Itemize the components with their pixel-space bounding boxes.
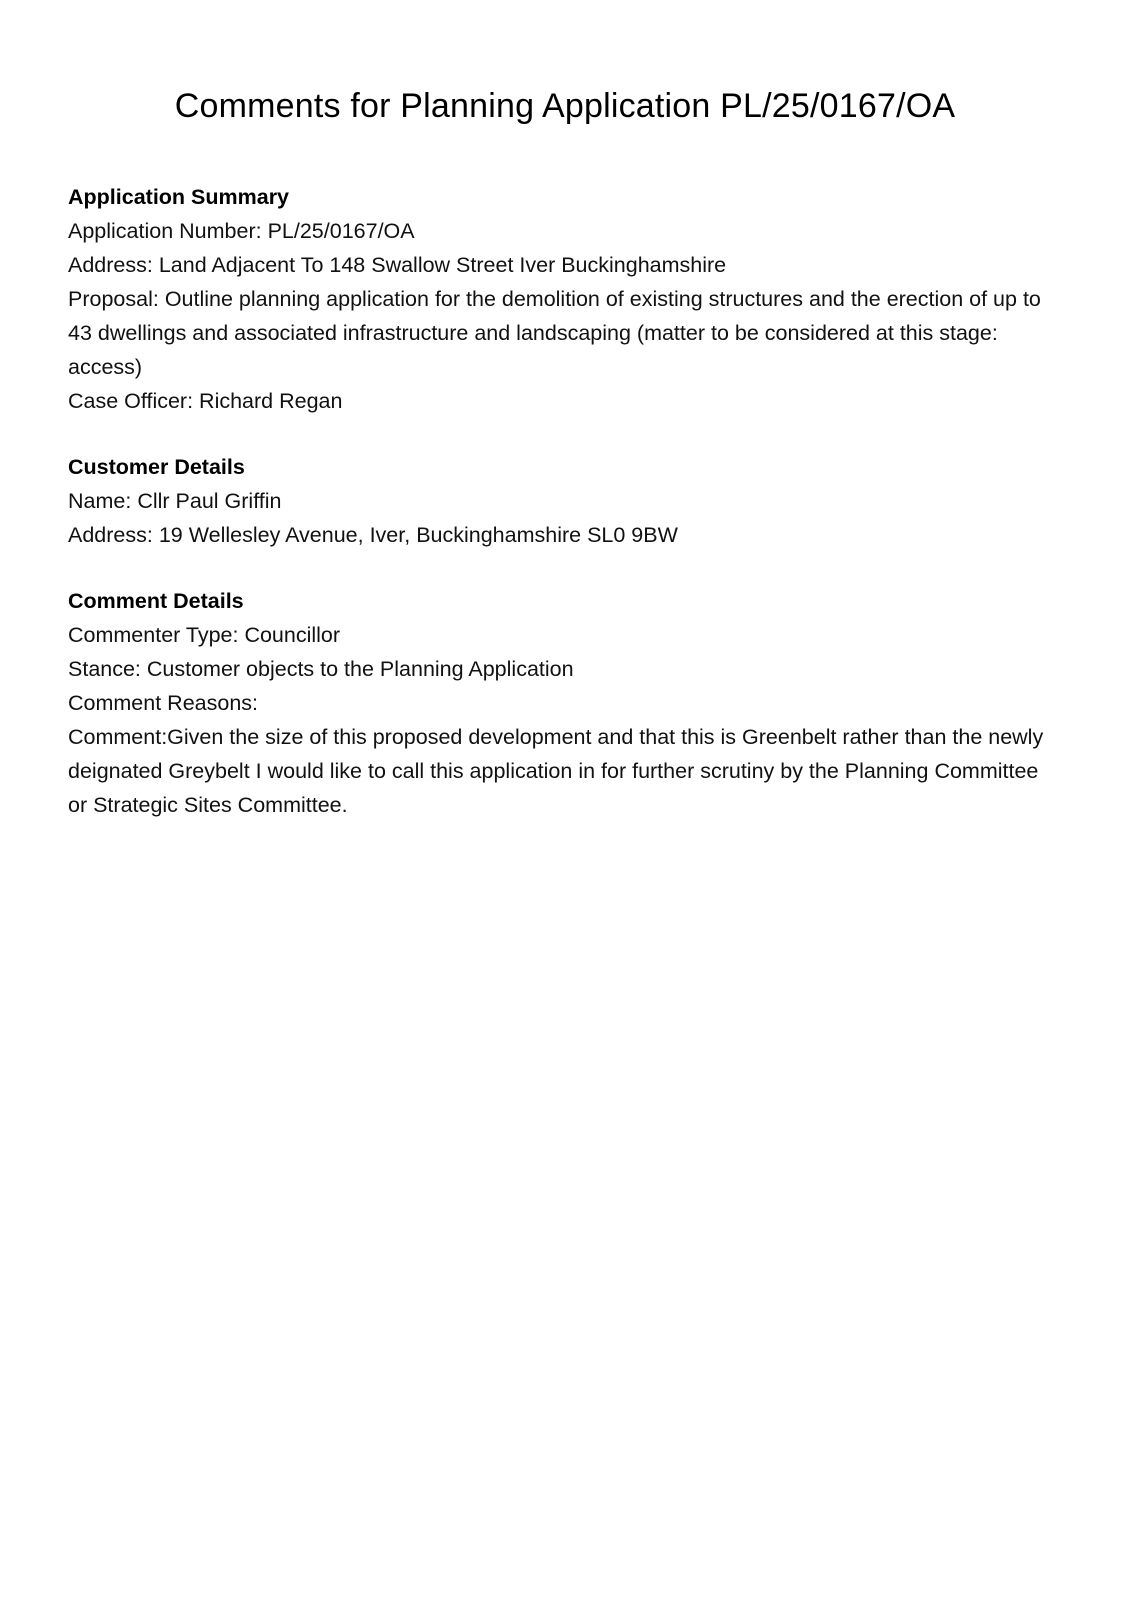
customer-details-heading: Customer Details [68, 455, 245, 479]
site-address-line [68, 248, 1058, 282]
commenter-type-value: Councillor [244, 623, 341, 647]
stance-line [68, 652, 1058, 686]
comment-value: Given the size of this proposed development and that this is Greenbelt rather than the newly deignated Greybelt I would like to call this application in for further scrutiny by the Planning Committee or Strategic Sites Committee. [68, 725, 1044, 817]
comment-reasons-line [68, 686, 1058, 720]
commenter-type-line [68, 618, 1058, 652]
customer-name-line [68, 484, 1058, 518]
customer-name-value: Cllr Paul Griffin [137, 489, 282, 513]
comment-details-section [68, 584, 1058, 822]
proposal-label: Proposal: [68, 287, 165, 311]
case-officer-label: Case Officer: [68, 389, 200, 413]
customer-address-label: Address: [68, 523, 159, 547]
application-number-label: Application Number: [68, 219, 268, 243]
application-summary-section [68, 180, 1058, 418]
stance-label: Stance: [68, 657, 147, 681]
customer-name-label: Name: [68, 489, 138, 513]
customer-address-value: 19 Wellesley Avenue, Iver, Buckinghamshire SL0 9BW [158, 523, 678, 547]
case-officer-value: Richard Regan [199, 389, 343, 413]
customer-address-line [68, 518, 1058, 552]
customer-details-section [68, 450, 1058, 552]
application-number-line [68, 214, 1058, 248]
case-officer-line [68, 384, 1058, 418]
application-number-value: PL/25/0167/OA [267, 219, 415, 243]
application-summary-heading: Application Summary [68, 185, 290, 209]
comment-details-heading: Comment Details [68, 589, 244, 613]
stance-value: Customer objects to the Planning Application [146, 657, 574, 681]
proposal-line [68, 282, 1058, 384]
site-address-value: Land Adjacent To 148 Swallow Street Iver Buckinghamshire [158, 253, 727, 277]
comment-reasons-label: Comment Reasons: [68, 691, 258, 715]
site-address-label: Address: [68, 253, 159, 277]
page-title: Comments for Planning Application PL/25/0167/OA [174, 87, 956, 125]
comment-text-line [68, 720, 1058, 822]
comment-label: Comment: [68, 725, 168, 749]
commenter-type-label: Commenter Type: [68, 623, 245, 647]
proposal-value: Outline planning application for the demolition of existing structures and the erection of up to 43 dwellings and associated infrastructure and landscaping (matter to be considered at this stage: access) [68, 287, 1041, 379]
document-body [68, 180, 1058, 854]
